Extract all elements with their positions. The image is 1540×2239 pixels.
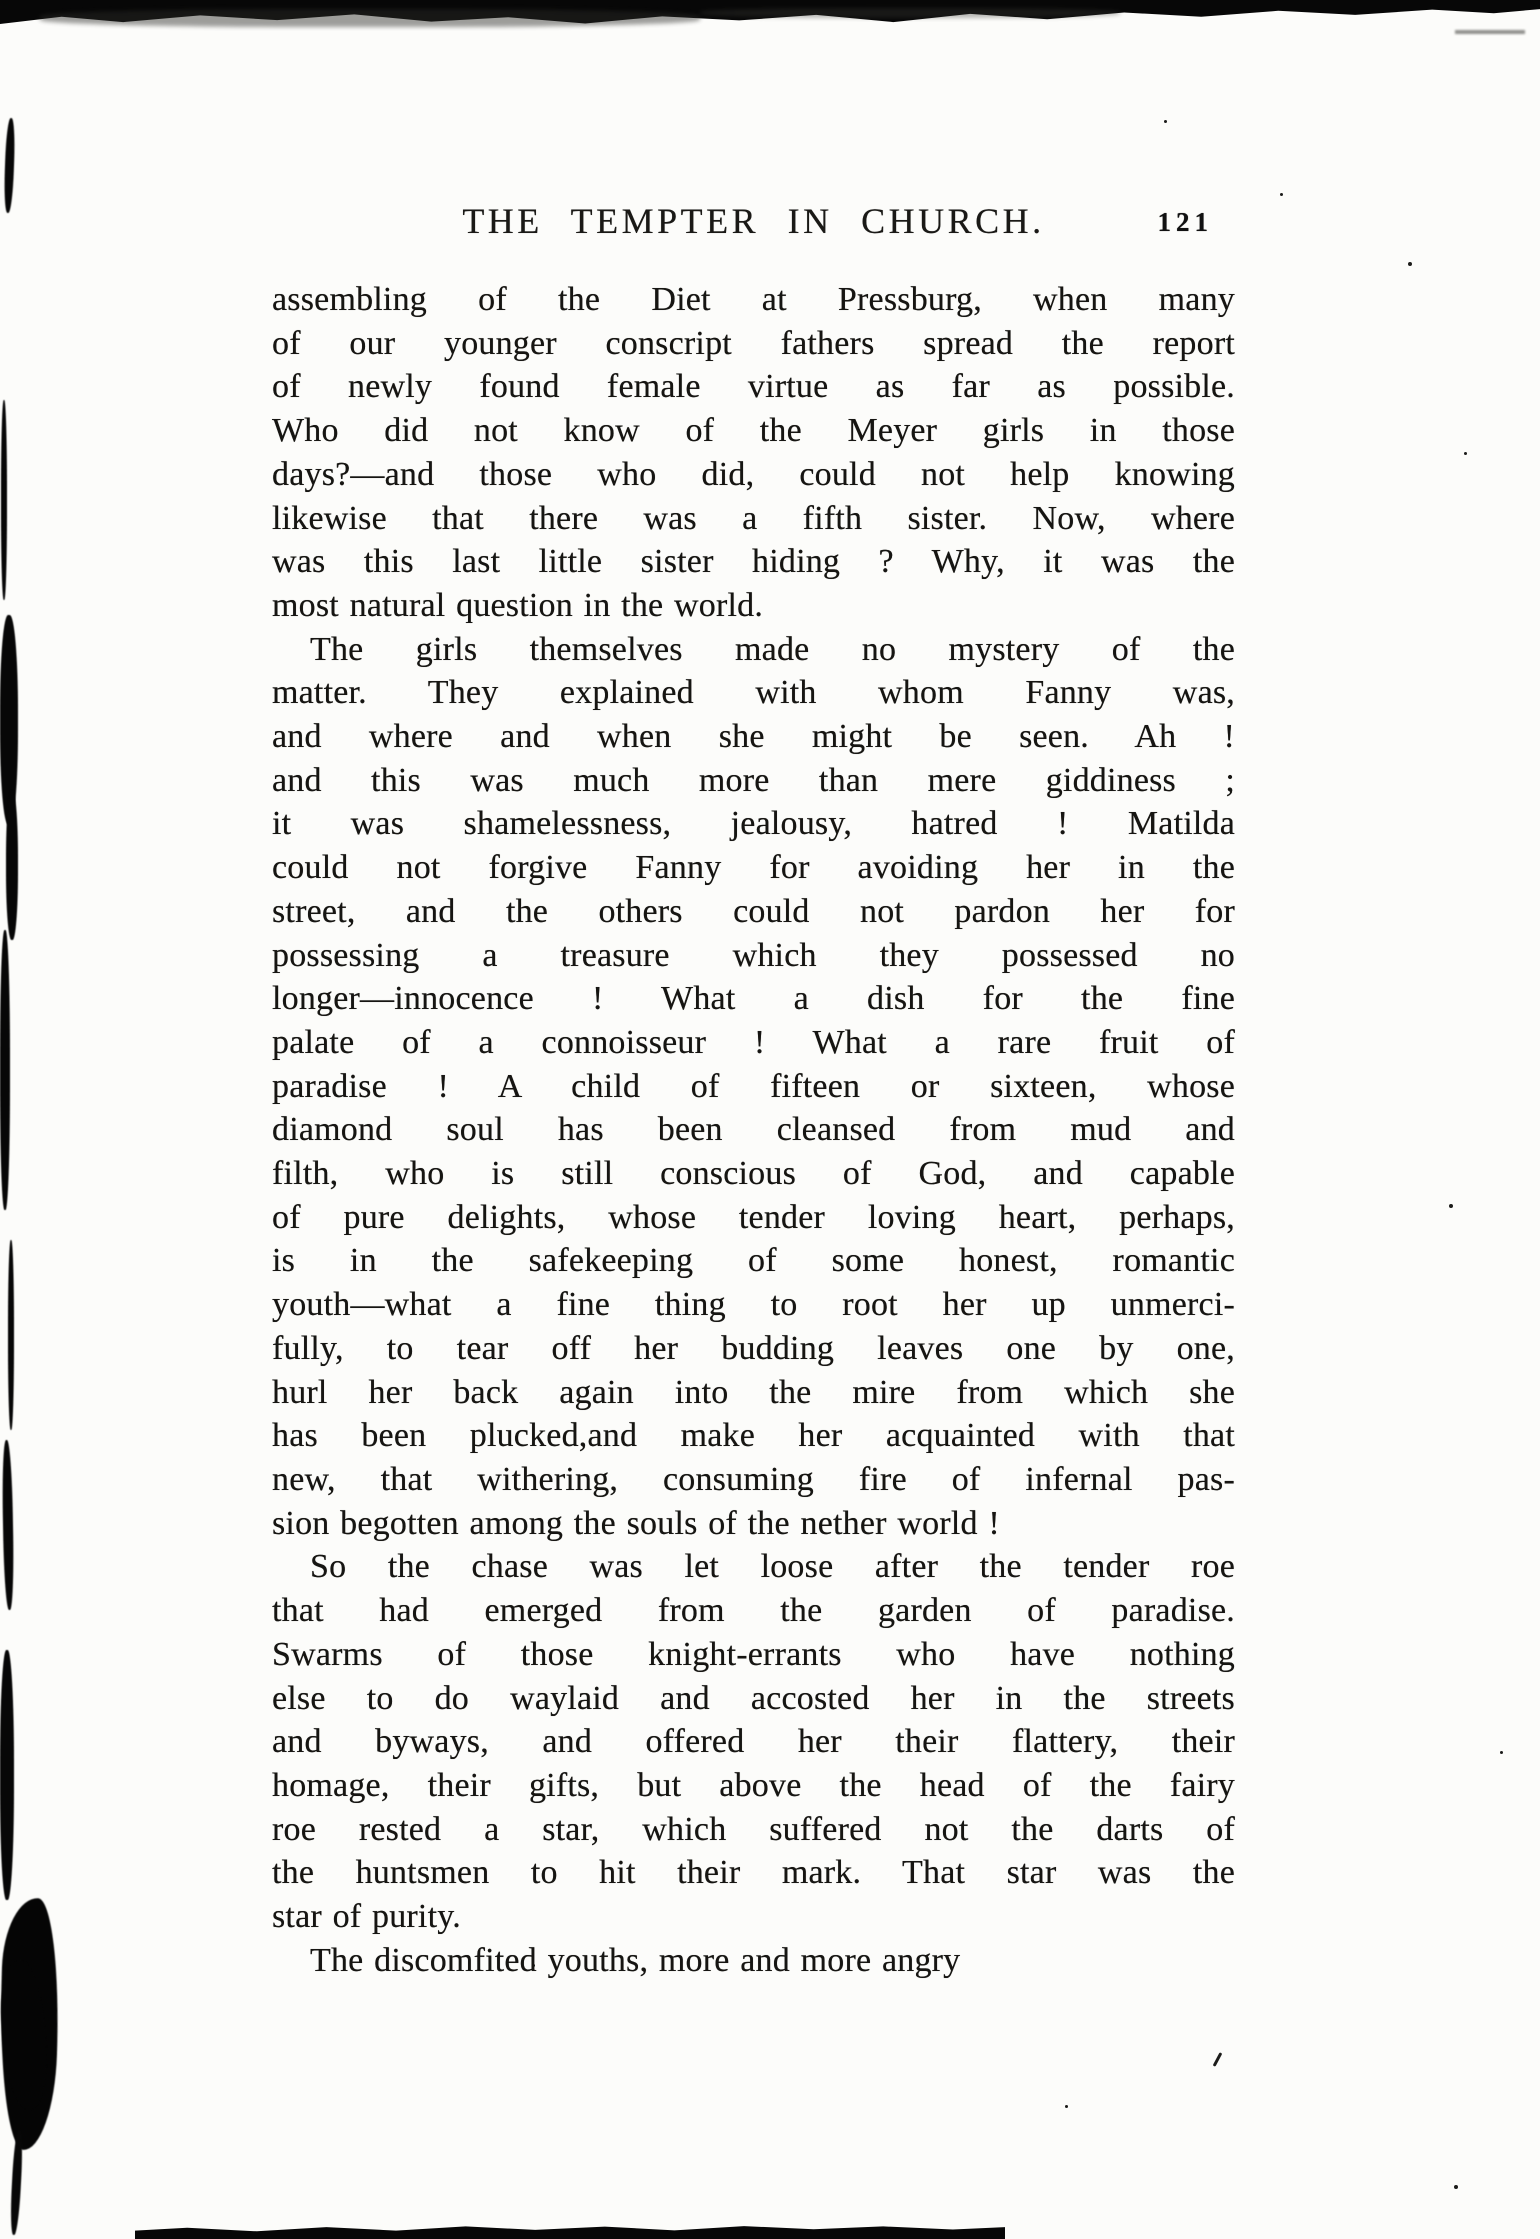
text-line: has been plucked,and make her acquainted with that: [272, 1417, 1235, 1455]
scan-artifact-binding-mark: [8, 1240, 14, 1430]
text-line: assembling of the Diet at Pressburg, when many: [272, 281, 1235, 318]
text-line: else to do waylaid and accosted her in the streets: [272, 1679, 1235, 1717]
scan-artifact-speck: [1454, 2185, 1458, 2189]
text-line: fully, to tear off her budding leaves one by one,: [272, 1329, 1235, 1367]
text-line: star of purity.: [272, 1898, 461, 1936]
text-line: it was shamelessness, jealousy, hatred ! Matilda: [272, 805, 1235, 843]
text-line: filth, who is still conscious of God, and capable: [272, 1155, 1235, 1193]
scan-artifact-speck: [1464, 452, 1467, 455]
text-line: new, that withering, consuming fire of infernal pas-: [272, 1460, 1235, 1498]
text-line: Swarms of those knight-errants who have nothing: [272, 1635, 1235, 1673]
text-line: Who did not know of the Meyer girls in those: [272, 412, 1235, 450]
page-text: [272, 278, 1235, 1982]
text-line: could not forgive Fanny for avoiding her in the: [272, 849, 1235, 887]
text-line: likewise that there was a fifth sister. Now, where: [272, 499, 1235, 537]
text-line: and this was much more than mere giddiness ;: [272, 761, 1235, 799]
text-line: that had emerged from the garden of paradise.: [272, 1592, 1235, 1630]
scan-artifact-speck: [1164, 120, 1167, 123]
text-line: paradise ! A child of fifteen or sixteen, whose: [272, 1067, 1235, 1105]
scan-artifact-binding-mark: [2, 1440, 15, 1610]
scan-artifact-top-dash: [1455, 30, 1525, 34]
text-line: sion begotten among the souls of the nether world !: [272, 1504, 1000, 1542]
text-line: palate of a connoisseur ! What a rare fruit of: [272, 1023, 1235, 1061]
text-line: and where and when she might be seen. Ah !: [272, 718, 1235, 756]
text-line: possessing a treasure which they possessed no: [272, 936, 1235, 974]
text-line: days?—and those who did, could not help knowing: [272, 455, 1235, 493]
text-line: of newly found female virtue as far as possible.: [272, 368, 1235, 406]
text-line: is in the safekeeping of some honest, romantic: [272, 1242, 1235, 1280]
text-line: homage, their gifts, but above the head of the fairy: [272, 1766, 1235, 1804]
scan-artifact-binding-mark: [6, 790, 18, 940]
scan-artifact-top-smudge: [40, 9, 700, 27]
text-line: was this last little sister hiding ? Why, it was the: [272, 543, 1235, 581]
scan-artifact-binding-mark: [3, 118, 15, 213]
text-line: So the chase was let loose after the tender roe: [310, 1548, 1235, 1586]
text-line: The discomfited youths, more and more angry: [310, 1941, 961, 1979]
text-line: diamond soul has been cleansed from mud and: [272, 1111, 1235, 1149]
text-line: of our younger conscript fathers spread the report: [272, 324, 1235, 362]
text-line: and byways, and offered her their flattery, their: [272, 1723, 1235, 1761]
text-line: roe rested a star, which suffered not the darts of: [272, 1810, 1235, 1848]
scan-artifact-speck: [1500, 1751, 1503, 1754]
scan-artifact-binding-mark: [1, 400, 7, 600]
scan-artifact-speck: [1280, 193, 1283, 196]
text-line: street, and the others could not pardon her for: [272, 892, 1235, 930]
scan-artifact-slash-mark: [1213, 2052, 1223, 2067]
scan-artifact-speck: [1449, 1204, 1453, 1208]
text-line: hurl her back again into the mire from which she: [272, 1373, 1235, 1411]
text-line: The girls themselves made no mystery of the: [310, 630, 1235, 668]
text-line: of pure delights, whose tender loving heart, perhaps,: [272, 1198, 1235, 1236]
scan-artifact-speck: [1065, 2105, 1068, 2108]
text-line: longer—innocence ! What a dish for the fine: [272, 980, 1235, 1018]
page-number: 121: [1157, 207, 1213, 237]
scan-artifact-binding-mark: [0, 930, 10, 1210]
text-line: the huntsmen to hit their mark. That star was the: [272, 1854, 1235, 1892]
scan-artifact-top-smudge: [700, 8, 1120, 18]
scan-artifact-speck: [1408, 262, 1412, 266]
text-line: youth—what a fine thing to root her up unmerci-: [272, 1286, 1235, 1324]
running-head: [272, 200, 1235, 246]
scan-artifact-bottom-edge: [135, 2225, 1005, 2239]
scan-artifact-binding-mark: [9, 2130, 23, 2235]
running-head-title: THE TEMPTER IN CHURCH.: [462, 201, 1045, 241]
scan-artifact-binding-mark: [0, 1650, 14, 1900]
text-line: matter. They explained with whom Fanny was,: [272, 674, 1235, 712]
text-line: most natural question in the world.: [272, 586, 764, 624]
